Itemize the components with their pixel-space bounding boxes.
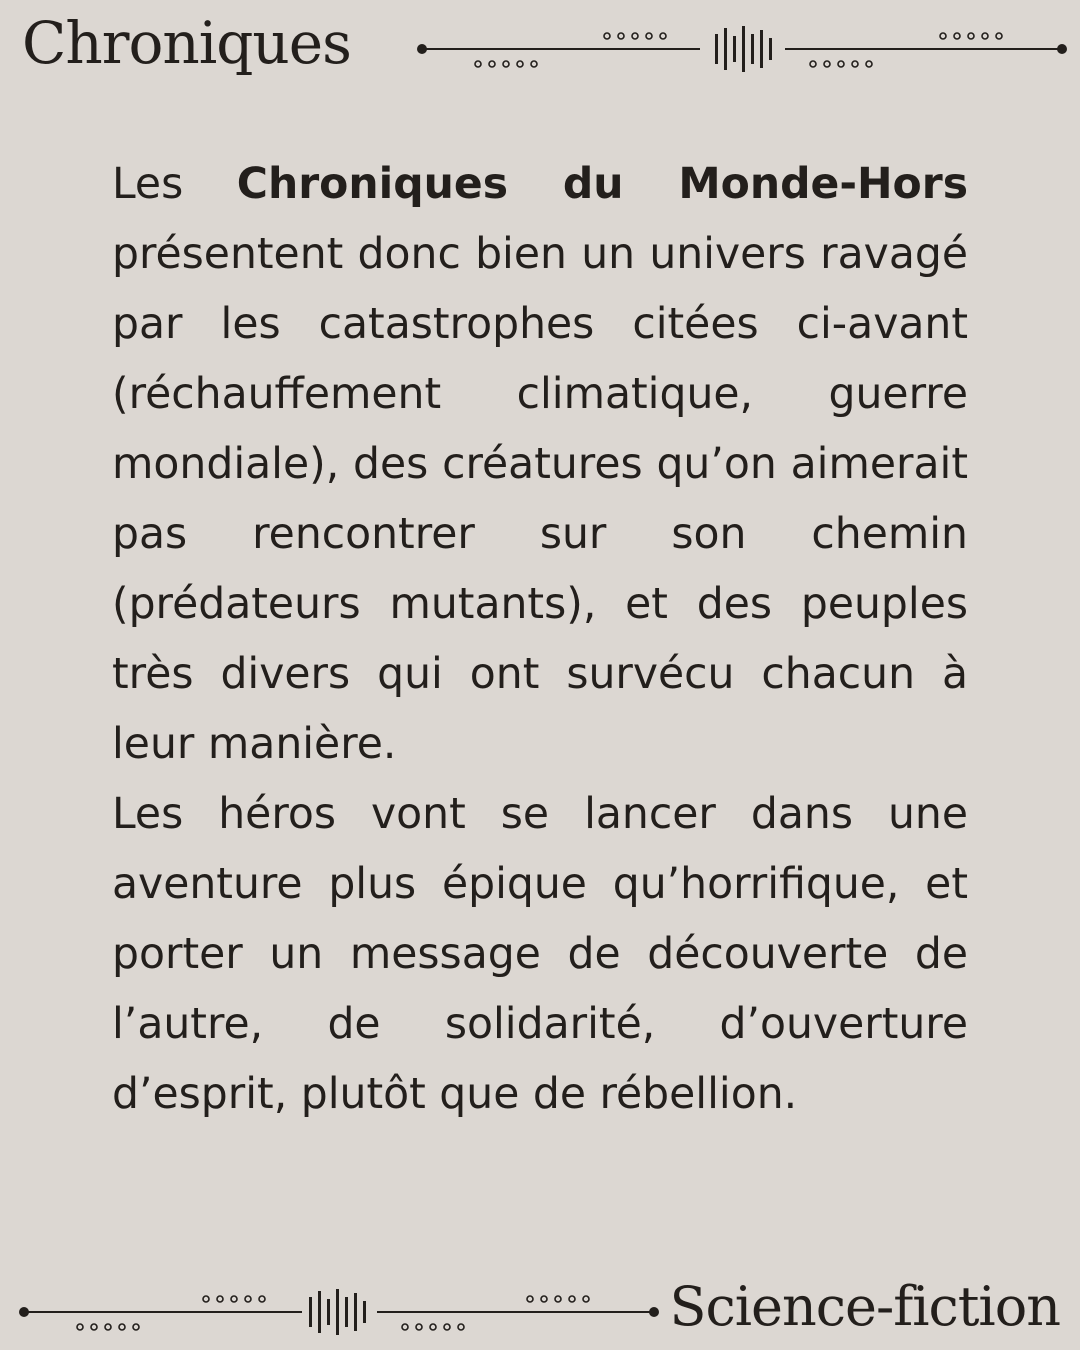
article-body	[112, 150, 968, 1130]
footer-title: Science-fiction	[669, 1275, 1060, 1338]
paragraph-1-intro: Les	[112, 160, 237, 209]
paragraph-1	[112, 150, 968, 780]
book-title: Chroniques du Monde-Hors	[236, 160, 969, 209]
paragraph-2: Les héros vont se lancer dans une aventure plus épique qu’horrifique, et porter un message de découverte de l’autre, de solidarité, d’ouverture d’esprit, plutôt que de rébellion.	[112, 790, 968, 1119]
line-dot-ornament-icon	[410, 22, 1070, 82]
paragraph-1-rest: présentent donc bien un univers ravagé par les catastrophes citées ci-avant (réchauffement climatique, guerre mondiale), des créatures qu’on aimerait pas rencontrer sur son chemin (prédateurs mutants), et des peuples très divers qui ont survécu chacun à leur manière.	[112, 230, 968, 769]
top-line-ornament	[410, 22, 1070, 87]
header-title: Chroniques	[22, 9, 351, 77]
barcode-ornament-icon	[12, 1285, 662, 1345]
bottom-line-ornament	[12, 1285, 662, 1350]
